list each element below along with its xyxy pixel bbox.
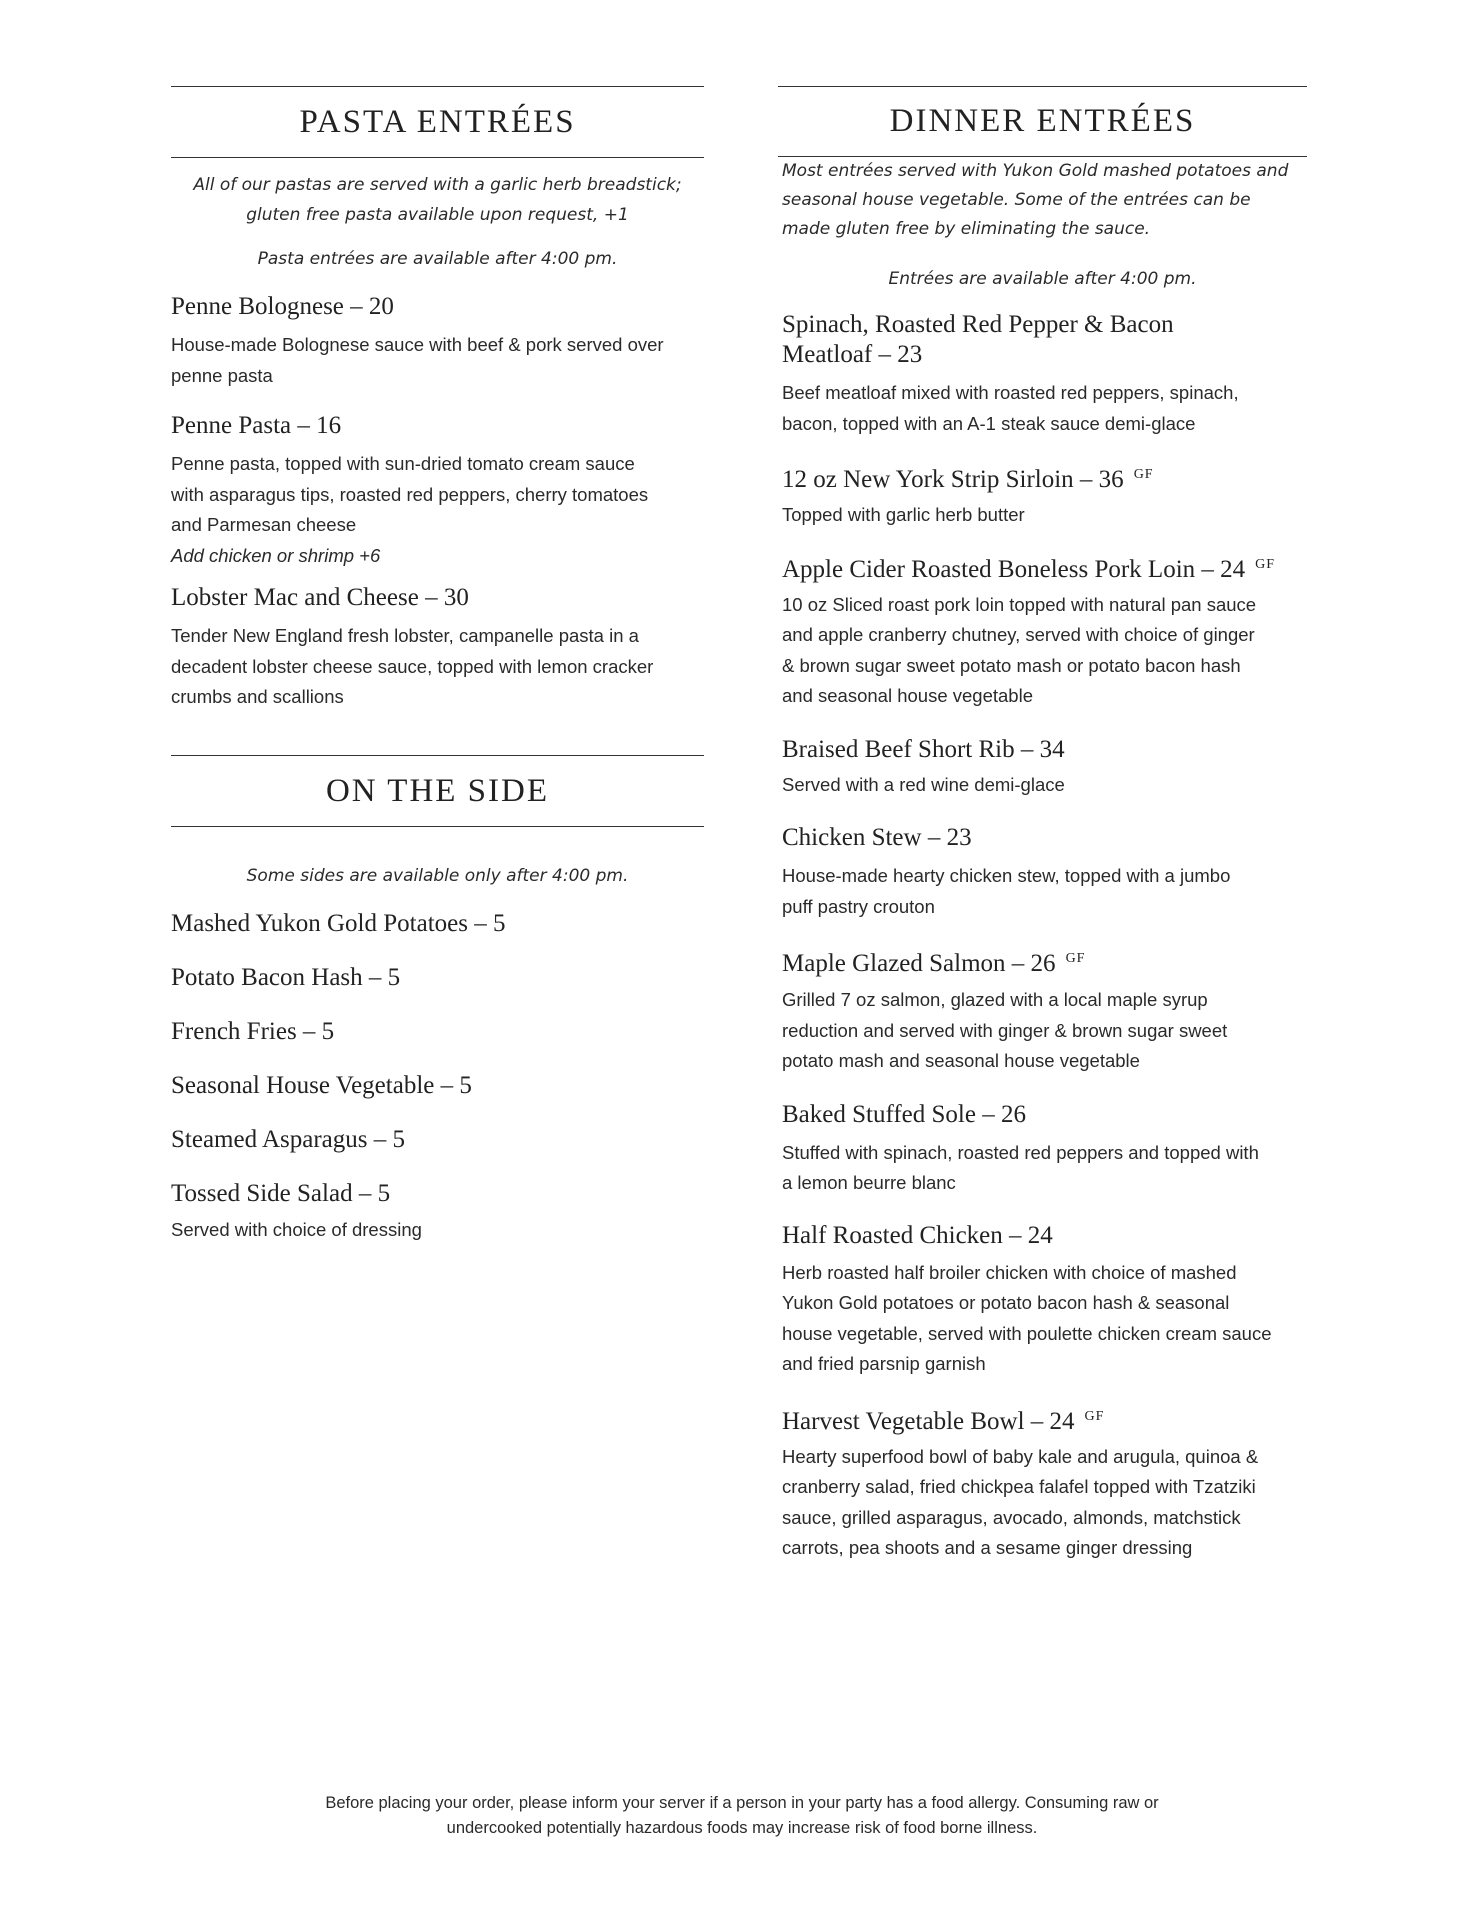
item-title (782, 1100, 1307, 1130)
dinner-entrees-heading: DINNER ENTRÉES (778, 86, 1307, 157)
allergy-disclaimer (242, 1791, 1242, 1841)
desc-line: & brown sugar sweet potato mash or potato bacon hash (782, 654, 1241, 676)
desc-line: house vegetable, served with poulette chicken cream sauce (782, 1322, 1272, 1344)
title-line: Spinach, Roasted Red Pepper & Bacon (782, 311, 1174, 338)
pasta-item (171, 583, 704, 713)
desc-line: Grilled 7 oz salmon, glazed with a local maple syrup (782, 989, 1208, 1010)
item-description (782, 1138, 1307, 1199)
dinner-note-line: made gluten free by eliminating the sauce. (782, 219, 1151, 239)
sides-list (171, 909, 704, 1246)
desc-line: 10 oz Sliced roast pork loin topped with natural pan sauce (782, 593, 1257, 615)
title-text: Chicken Stew – 23 (782, 824, 972, 851)
title-text: Baked Stuffed Sole – 26 (782, 1100, 1026, 1128)
item-description (782, 590, 1307, 712)
item-description (171, 449, 704, 541)
side-item: Steamed Asparagus – 5 (171, 1125, 405, 1153)
side-item: Seasonal House Vegetable – 5 (171, 1071, 472, 1099)
desc-line: cranberry salad, fried chickpea falafel topped with Tzatziki (782, 1476, 1256, 1497)
title-text: Half Roasted Chicken – 24 (782, 1221, 1053, 1249)
desc-line: Penne pasta, topped with sun-dried tomato cream sauce (171, 453, 635, 474)
disclaimer-line: undercooked potentially hazardous foods may increase risk of food borne illness. (446, 1819, 1038, 1837)
sides-note: Some sides are available only after 4:00 pm. (246, 865, 629, 886)
gluten-free-marker: GF (1084, 1408, 1105, 1424)
side-item-description: Served with choice of dressing (171, 1218, 422, 1240)
pasta-note-line: gluten free pasta available upon request, +1 (246, 205, 629, 225)
pasta-item (171, 411, 704, 571)
desc-line: bacon, topped with an A-1 steak sauce demi-glace (782, 412, 1196, 434)
desc-line: sauce, grilled asparagus, avocado, almonds, matchstick (782, 1506, 1241, 1528)
dinner-item (778, 1221, 1307, 1380)
title-text: Braised Beef Short Rib – 34 (782, 735, 1065, 763)
right-column (778, 86, 1307, 1564)
desc-line: and fried parsnip garnish (782, 1353, 986, 1374)
item-description (782, 861, 1307, 922)
pasta-hours-note: Pasta entrées are available after 4:00 pm. (257, 249, 618, 269)
desc-line: a lemon beurre blanc (782, 1172, 956, 1193)
desc-line: House-made Bolognese sauce with beef & pork served over (171, 334, 664, 355)
desc-line: and Parmesan cheese (171, 514, 357, 535)
title-line: Meatloaf – 23 (782, 341, 923, 368)
desc-line: potato mash and seasonal house vegetable (782, 1050, 1140, 1071)
gluten-free-marker: GF (1255, 556, 1276, 572)
dinner-item (778, 944, 1307, 1077)
item-description (782, 770, 1307, 801)
desc-line: Herb roasted half broiler chicken with choice of mashed (782, 1261, 1237, 1283)
pasta-note (171, 170, 704, 230)
item-title (782, 944, 1307, 979)
desc-line: House-made hearty chicken stew, topped with a jumbo (782, 865, 1231, 886)
item-title: Penne Bolognese – 20 (171, 293, 394, 320)
desc-line: penne pasta (171, 364, 273, 386)
desc-line: puff pastry crouton (782, 895, 935, 917)
dinner-note-line: seasonal house vegetable. Some of the entrées can be (782, 190, 1251, 210)
desc-line: crumbs and scallions (171, 686, 344, 707)
desc-line: Stuffed with spinach, roasted red peppers and topped with (782, 1141, 1259, 1163)
item-title: Penne Pasta – 16 (171, 412, 342, 439)
disclaimer-line: Before placing your order, please inform your server if a person in your party has a food allergy. Consuming raw or (325, 1794, 1159, 1812)
side-item: Mashed Yukon Gold Potatoes – 5 (171, 909, 506, 937)
item-description (782, 500, 1307, 531)
dinner-note (778, 157, 1307, 244)
desc-line: Beef meatloaf mixed with roasted red peppers, spinach, (782, 382, 1239, 403)
dinner-note-line: Most entrées served with Yukon Gold mashed potatoes and (782, 161, 1289, 181)
desc-line: and seasonal house vegetable (782, 685, 1033, 706)
desc-line: Hearty superfood bowl of baby kale and arugula, quinoa & (782, 1445, 1259, 1467)
desc-line: Tender New England fresh lobster, campanelle pasta in a (171, 625, 639, 646)
desc-line: Topped with garlic herb butter (782, 504, 1025, 525)
item-description (782, 378, 1307, 439)
item-description (782, 985, 1307, 1077)
dinner-item (778, 550, 1307, 712)
dinner-item (778, 1100, 1307, 1199)
item-add-on: Add chicken or shrimp +6 (171, 544, 381, 566)
desc-line: Yukon Gold potatoes or potato bacon hash & seasonal (782, 1292, 1230, 1313)
dinner-item (778, 735, 1307, 801)
item-title: Lobster Mac and Cheese – 30 (171, 584, 469, 611)
gluten-free-marker: GF (1065, 951, 1086, 966)
dinner-item (778, 460, 1307, 531)
item-title (782, 310, 1307, 370)
dinner-hours-note: Entrées are available after 4:00 pm. (888, 269, 1197, 289)
item-title (782, 1402, 1307, 1437)
desc-line: carrots, pea shoots and a sesame ginger dressing (782, 1537, 1193, 1558)
title-text: Harvest Vegetable Bowl – 24 (782, 1407, 1075, 1435)
left-column (171, 86, 704, 1245)
side-item: Potato Bacon Hash – 5 (171, 963, 401, 991)
item-description (782, 1258, 1307, 1380)
side-item: Tossed Side Salad – 5 (171, 1179, 391, 1207)
title-text: Maple Glazed Salmon – 26 (782, 950, 1056, 977)
on-the-side-heading: ON THE SIDE (171, 755, 704, 827)
dinner-item (778, 310, 1307, 439)
desc-line: with asparagus tips, roasted red peppers, cherry tomatoes (171, 483, 649, 505)
title-text: Apple Cider Roasted Boneless Pork Loin – 24 (782, 555, 1246, 583)
pasta-entrees-heading: PASTA ENTRÉES (171, 86, 704, 158)
desc-line: reduction and served with ginger & brown sugar sweet (782, 1019, 1228, 1041)
pasta-item (171, 292, 704, 391)
item-title (782, 735, 1307, 765)
item-title (782, 823, 1307, 853)
pasta-note-line: All of our pastas are served with a garlic herb breadstick; (193, 175, 682, 195)
dinner-item (778, 1402, 1307, 1564)
item-title (782, 460, 1307, 495)
gluten-free-marker: GF (1133, 467, 1154, 482)
item-description (171, 330, 704, 391)
side-item: French Fries – 5 (171, 1017, 335, 1045)
dinner-item (778, 823, 1307, 922)
desc-line: and apple cranberry chutney, served with choice of ginger (782, 624, 1255, 645)
item-title (782, 1221, 1307, 1251)
title-text: 12 oz New York Strip Sirloin – 36 (782, 466, 1124, 493)
desc-line: decadent lobster cheese sauce, topped with lemon cracker (171, 655, 654, 677)
item-title (782, 550, 1307, 585)
item-description (782, 1442, 1307, 1564)
item-description (171, 621, 704, 713)
desc-line: Served with a red wine demi-glace (782, 773, 1065, 795)
